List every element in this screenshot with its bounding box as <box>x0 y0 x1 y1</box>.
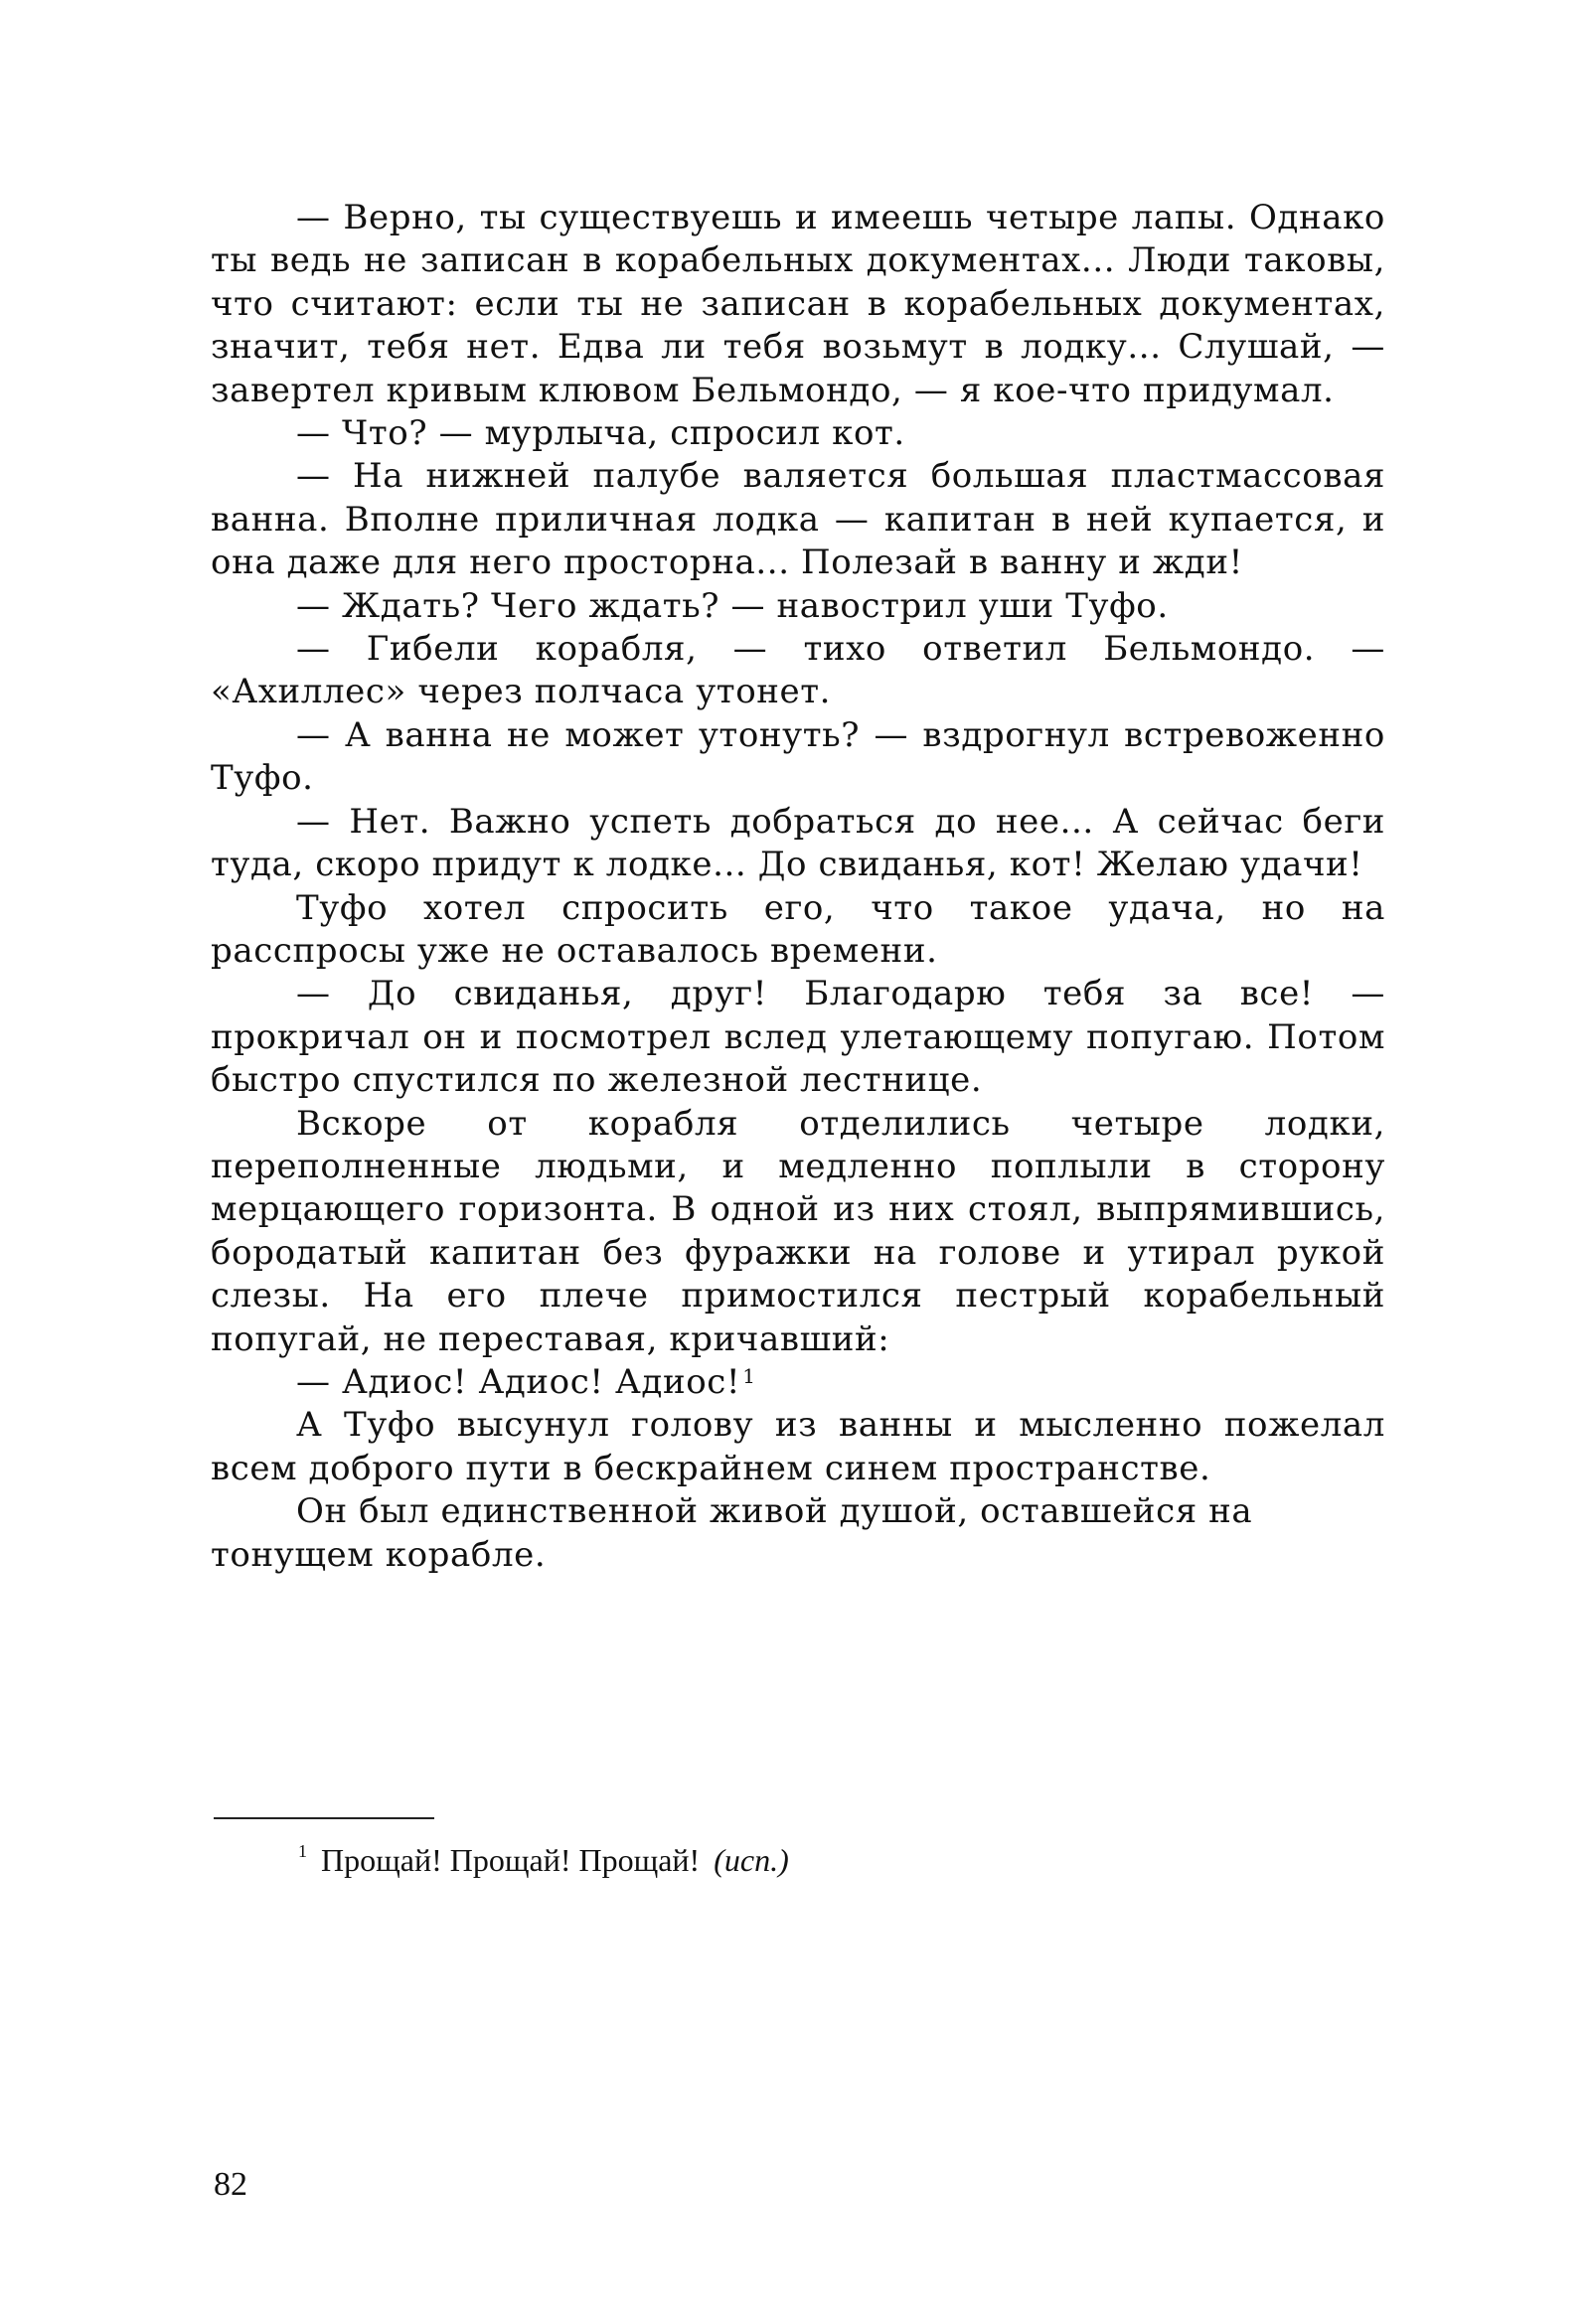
paragraph: — Верно, ты существуешь и имеешь четыре лапы. Однако ты ведь не записан в корабельных документах... Люди таковы, что считают: если ты не записан в корабельных документах, значит, тебя нет. Едва ли тебя возьмут в лодку... Слушай, — завертел кривым клювом Бельмондо, — я кое-что придумал. <box>211 198 1385 410</box>
paragraph: — А ванна не может утонуть? — вздрогнул встревоженно Туфо. <box>211 714 1385 799</box>
paragraph: Туфо хотел спросить его, что такое удача, но на расспросы уже не оставалось времени. <box>211 887 1385 971</box>
page-number: 82 <box>214 2166 247 2203</box>
paragraph: Вскоре от корабля отделились четыре лодки, переполненные людьми, и медленно поплыли в сторону мерцающего горизонта. В одной из них стоял, выпрямившись, бородатый капитан без фуражки на голове и утирал рукой слезы. На его плече примостился пестрый корабельный попугай, не переставая, кричавший: <box>211 1103 1385 1359</box>
paragraph: — На нижней палубе валяется большая пластмассовая ванна. Вполне приличная лодка — капитан в ней купается, и она даже для него просторна... Полезай в ванну и жди! <box>211 456 1385 583</box>
footnote-language-note: (исп.) <box>714 1842 789 1878</box>
footnote-marker: 1 <box>298 1841 307 1861</box>
paragraph: — Гибели корабля, — тихо ответил Бельмондо. — «Ахиллес» через полчаса утонет. <box>211 629 1385 712</box>
paragraph-with-footnote-ref <box>211 1361 1385 1404</box>
paragraph: — До свиданья, друг! Благодарю тебя за все! — прокричал он и посмотрел вслед улетающему попугаю. Потом быстро спустился по железной лестнице. <box>211 974 1385 1101</box>
paragraph: — Нет. Важно успеть добраться до нее... А сейчас беги туда, скоро придут к лодке... До свиданья, кот! Желаю удачи! <box>211 801 1385 885</box>
footnote-divider <box>214 1817 434 1819</box>
footnote <box>298 1840 789 1885</box>
footnote-text: Прощай! Прощай! Прощай! <box>321 1842 701 1878</box>
main-text <box>211 197 1385 1577</box>
footnote-reference[interactable]: 1 <box>742 1363 756 1388</box>
paragraph: — Ждать? Чего ждать? — навострил уши Туфо. <box>296 585 1169 626</box>
paragraph: А Туфо высунул голову из ванны и мысленно пожелал всем доброго пути в бескрайнем синем пространстве. <box>211 1405 1385 1488</box>
paragraph: — Что? — мурлыча, спросил кот. <box>296 413 905 454</box>
paragraph-text: — Адиос! Адиос! Адиос! <box>296 1361 741 1402</box>
paragraph: Он был единственной живой душой, оставшейся на тонущем корабле. <box>211 1491 1253 1575</box>
